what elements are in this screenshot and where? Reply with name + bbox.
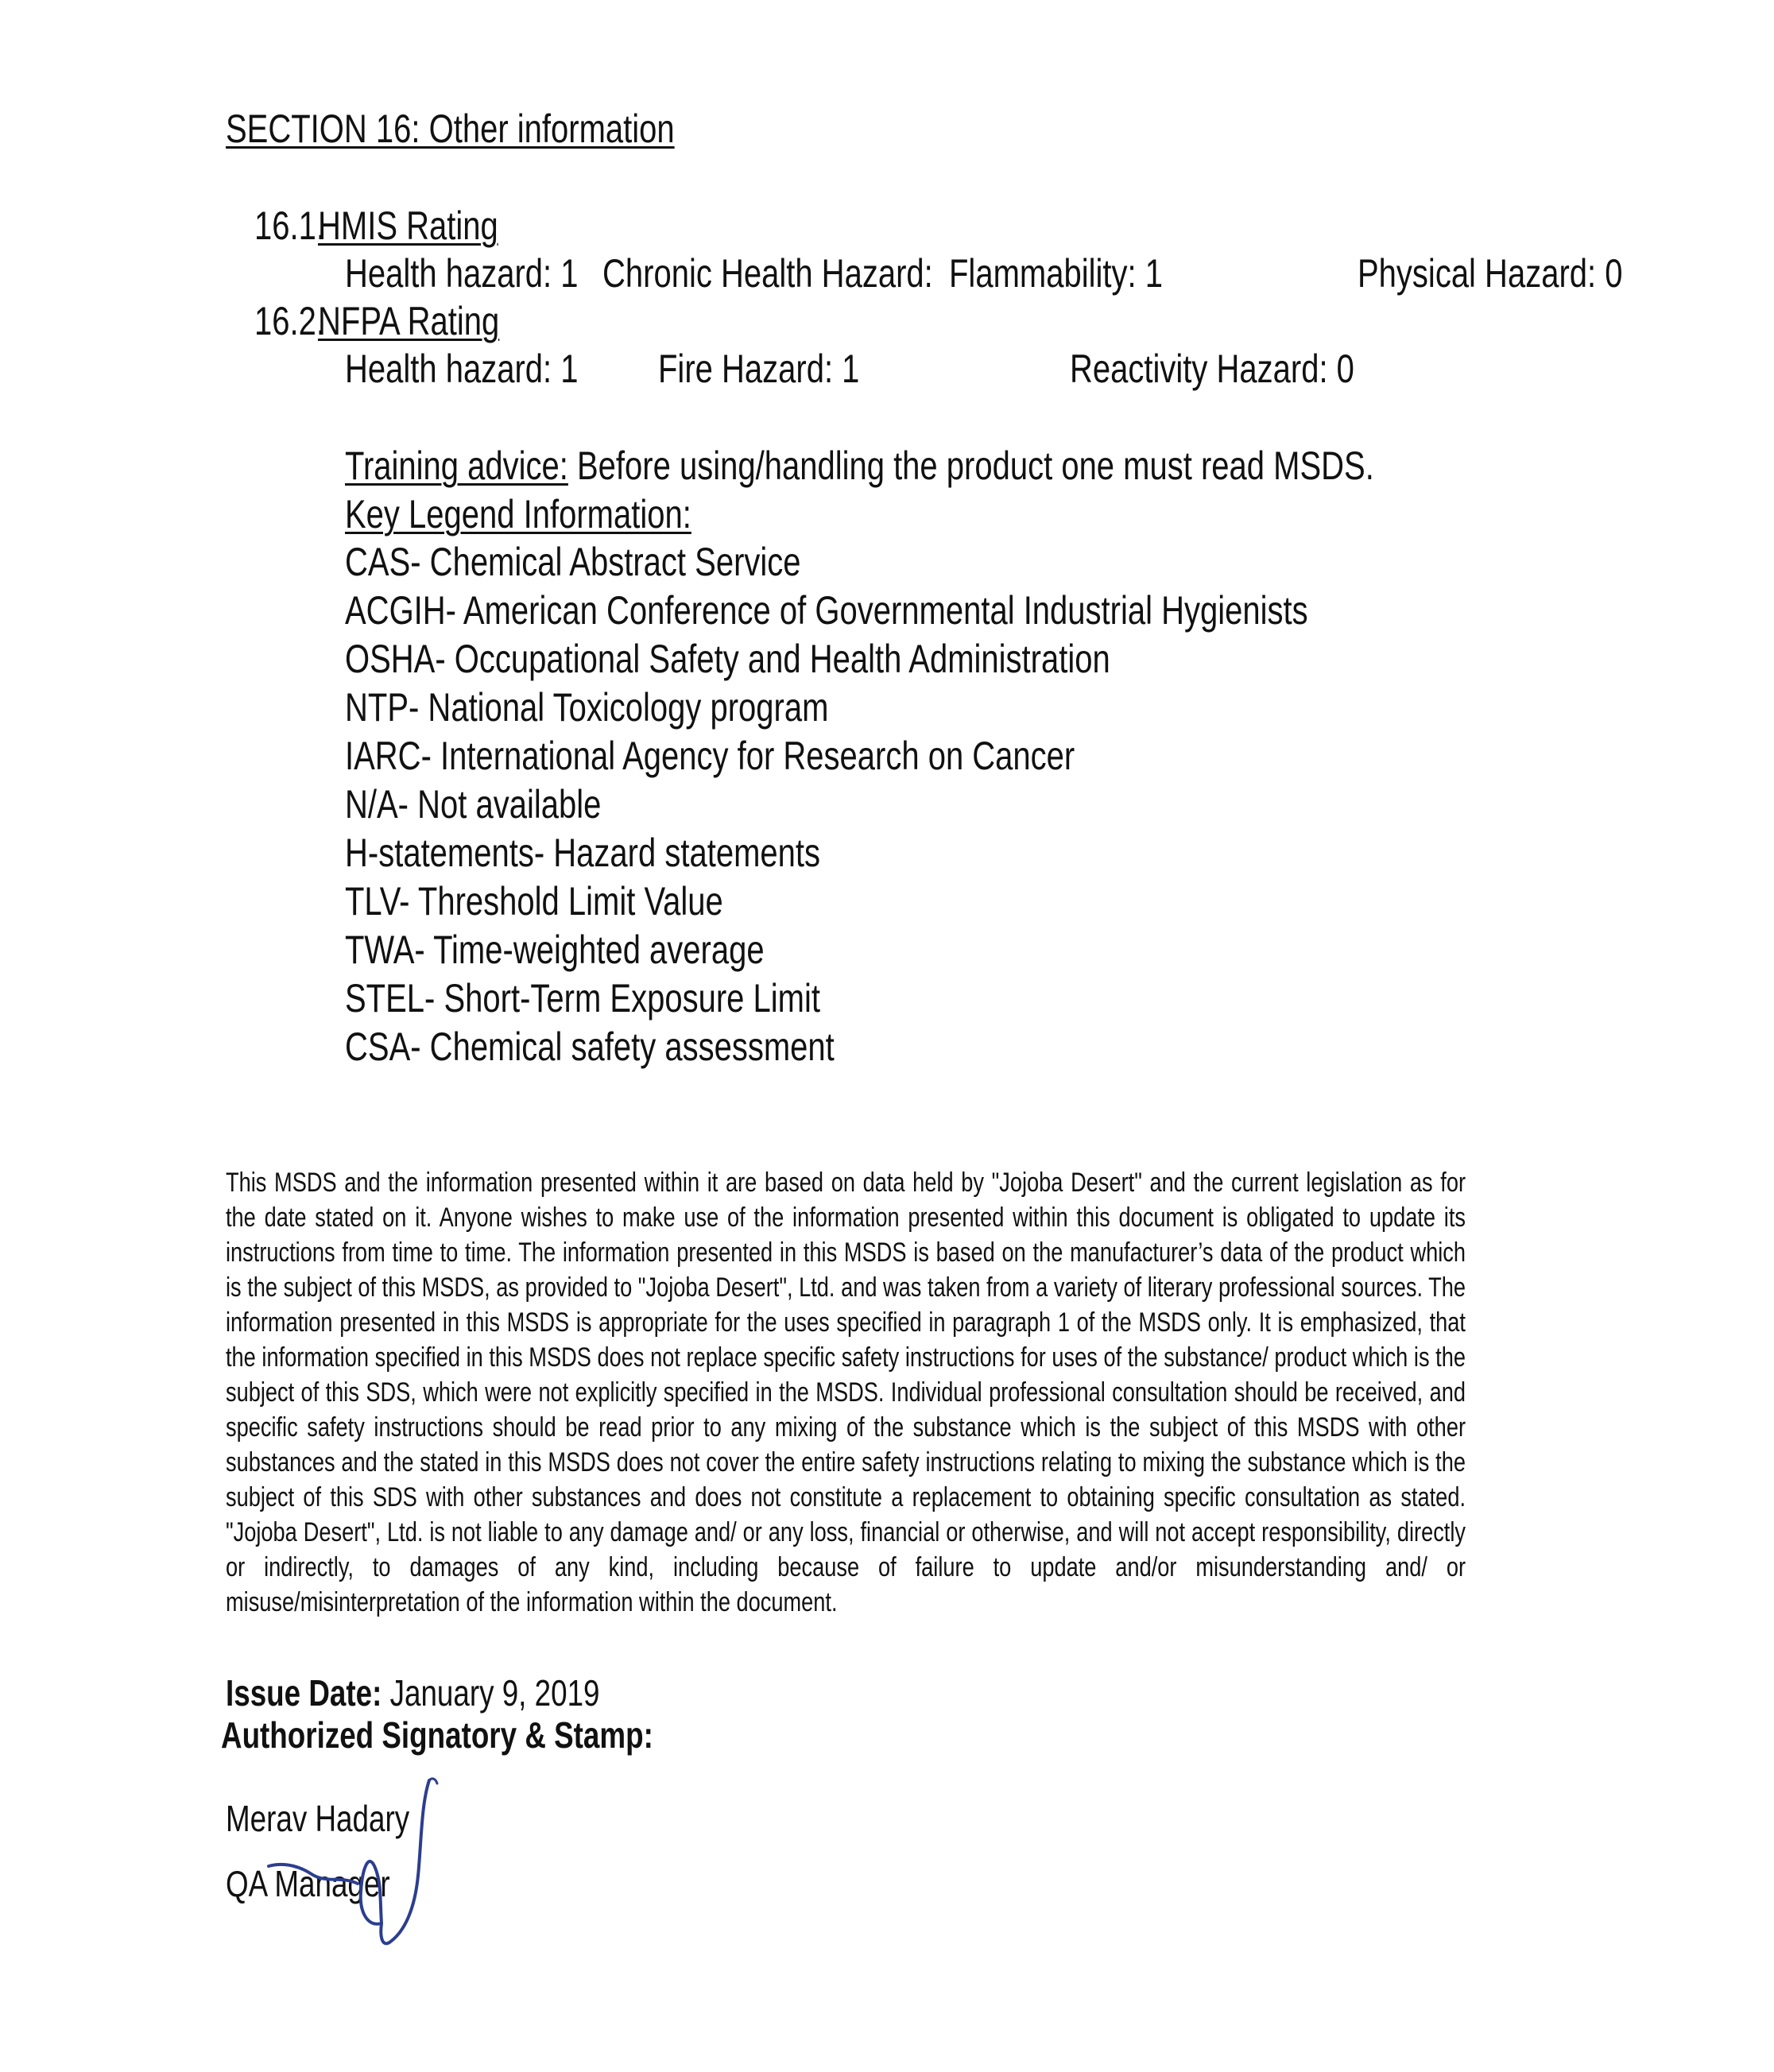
section-title: SECTION 16: Other information bbox=[226, 107, 675, 151]
legend-item: H-statements- Hazard statements bbox=[345, 831, 820, 875]
legend-item: TWA- Time-weighted average bbox=[345, 928, 765, 972]
authorized-signatory-label: Authorized Signatory & Stamp: bbox=[221, 1714, 653, 1756]
legend-item: N/A- Not available bbox=[345, 782, 602, 827]
issue-date-value: January 9, 2019 bbox=[382, 1672, 600, 1714]
legend-item: OSHA- Occupational Safety and Health Administration bbox=[345, 637, 1110, 681]
issue-date-label: Issue Date: bbox=[226, 1672, 382, 1714]
signer-title: QA Manager bbox=[226, 1863, 390, 1904]
hmis-number: 16.1. bbox=[254, 203, 325, 248]
hmis-chronic-health-hazard: Chronic Health Hazard: bbox=[602, 251, 933, 296]
training-advice bbox=[345, 442, 1374, 490]
disclaimer-paragraph: This MSDS and the information presented within it are based on data held by "Jojoba Desert" and the current legislation as for the date stated on it. Anyone wishes to make use of the information presented within this document is obligated to update its instructions from time to time. The information presented in this MSDS is based on the manufacturer’s data of the product which is the subject of this MSDS, as provided to "Jojoba Desert", Ltd. and was taken from a variety of literary professional sources. The information presented in this MSDS is appropriate for the uses specified in paragraph 1 of the MSDS only. It is emphasized, that the information specified in this MSDS does not replace specific safety instructions for uses of the substance/ product which is the subject of this SDS, which were not explicitly specified in the MSDS. Individual professional consultation should be received, and specific safety instructions should be read prior to any mixing of the substance which is the subject of this MSDS with other substances and the stated in this MSDS does not cover the entire safety instructions relating to mixing the substance which is the subject of this SDS with other substances and does not constitute a replacement to obtaining specific consultation as stated. "Jojoba Desert", Ltd. is not liable to any damage and/ or any loss, financial or otherwise, and will not accept responsibility, directly or indirectly, to damages of any kind, including because of failure to update and/or misunderstanding and/ or misuse/misinterpretation of the information within the document. bbox=[226, 1168, 1466, 1617]
hmis-flammability: Flammability: 1 bbox=[949, 251, 1163, 296]
hmis-title: HMIS Rating bbox=[318, 203, 498, 248]
nfpa-number: 16.2. bbox=[254, 299, 325, 343]
handwritten-signature-icon bbox=[262, 1772, 445, 1947]
nfpa-heading bbox=[254, 297, 499, 345]
nfpa-health-hazard: Health hazard: 1 bbox=[345, 347, 579, 391]
legend-item: CAS- Chemical Abstract Service bbox=[345, 540, 801, 584]
hmis-health-hazard: Health hazard: 1 bbox=[345, 251, 579, 296]
issue-date bbox=[226, 1671, 600, 1715]
legend-list bbox=[345, 538, 1308, 1071]
legend-item: NTP- National Toxicology program bbox=[345, 685, 829, 730]
training-text: Before using/handling the product one must read MSDS. bbox=[567, 443, 1374, 488]
nfpa-fire-hazard: Fire Hazard: 1 bbox=[658, 347, 860, 391]
legend-item: STEL- Short-Term Exposure Limit bbox=[345, 976, 820, 1021]
legend-item: CSA- Chemical safety assessment bbox=[345, 1024, 835, 1069]
nfpa-reactivity-hazard: Reactivity Hazard: 0 bbox=[1070, 347, 1354, 391]
nfpa-title: NFPA Rating bbox=[318, 299, 500, 343]
signer-name: Merav Hadary bbox=[226, 1798, 410, 1839]
legend-item: TLV- Threshold Limit Value bbox=[345, 879, 723, 924]
hmis-physical-hazard: Physical Hazard: 0 bbox=[1358, 251, 1623, 296]
legend-item: ACGIH- American Conference of Governmental Industrial Hygienists bbox=[345, 588, 1308, 633]
key-legend-heading: Key Legend Information: bbox=[345, 492, 691, 536]
training-label: Training advice: bbox=[345, 443, 568, 488]
hmis-heading bbox=[254, 202, 498, 250]
legend-item: IARC- International Agency for Research on Cancer bbox=[345, 734, 1075, 778]
